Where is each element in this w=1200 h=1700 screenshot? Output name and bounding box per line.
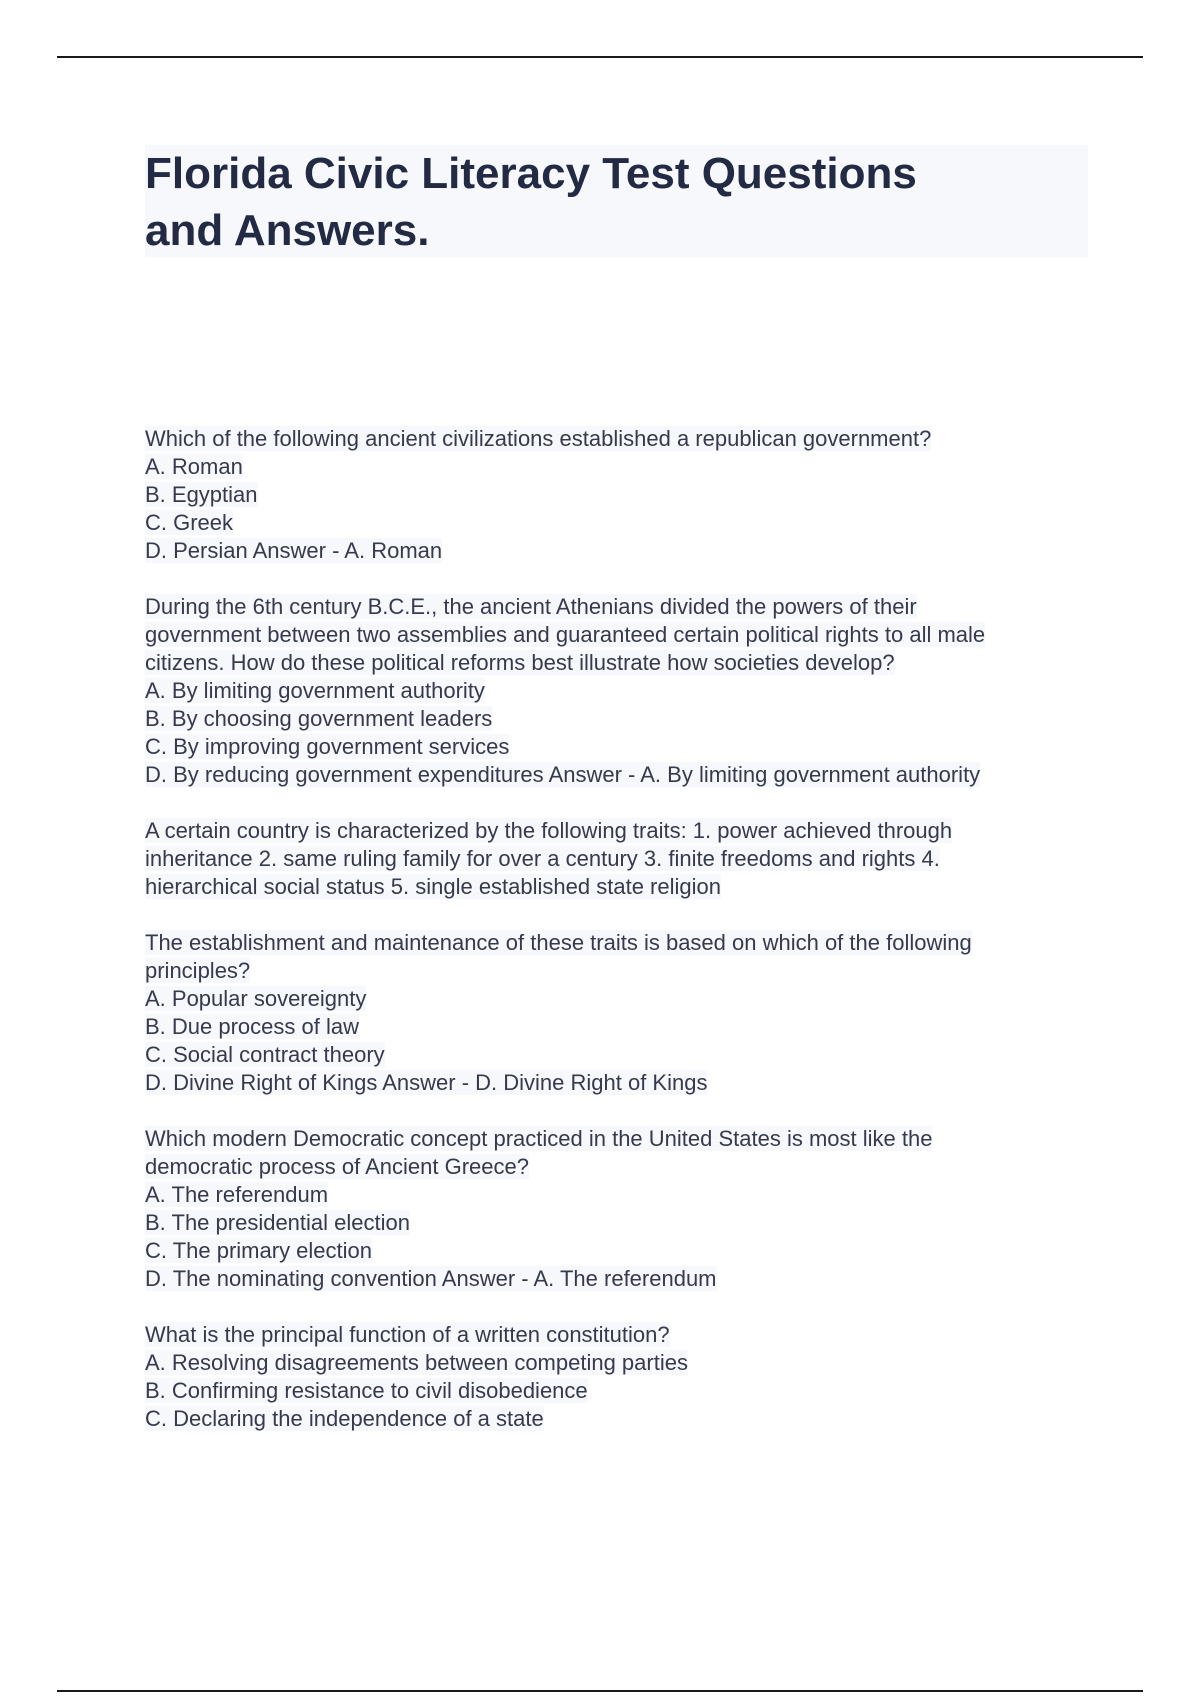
text-line: B. Due process of law (145, 1014, 359, 1039)
footer-rule (57, 1690, 1143, 1692)
text-line: C. Greek (145, 510, 234, 535)
text-line: D. The nominating convention Answer - A. The referendum (145, 1266, 717, 1291)
text-line: A. By limiting government authority (145, 678, 485, 703)
page-title: Florida Civic Literacy Test Questions and Answers. (145, 149, 917, 255)
text-line: C. Social contract theory (145, 1042, 385, 1067)
header-rule (57, 56, 1143, 58)
text-line: hierarchical social status 5. single established state religion (145, 874, 721, 899)
text-line: During the 6th century B.C.E., the ancient Athenians divided the powers of their (145, 594, 917, 619)
text-line: The establishment and maintenance of these traits is based on which of the following (145, 930, 972, 955)
text-line: C. Declaring the independence of a state (145, 1406, 544, 1431)
text-line: B. Confirming resistance to civil disobedience (145, 1378, 588, 1403)
text-line: B. By choosing government leaders (145, 706, 493, 731)
text-line: citizens. How do these political reforms best illustrate how societies develop? (145, 650, 895, 675)
text-line: A. Roman (145, 454, 243, 479)
text-line: A. The referendum (145, 1182, 329, 1207)
text-line: A. Resolving disagreements between competing parties (145, 1350, 688, 1375)
text-line: B. Egyptian (145, 482, 258, 507)
text-line: A. Popular sovereignty (145, 986, 367, 1011)
text-line: democratic process of Ancient Greece? (145, 1154, 529, 1179)
text-line: inheritance 2. same ruling family for over a century 3. finite freedoms and rights 4. (145, 846, 940, 871)
question-paragraph (145, 1321, 1088, 1433)
text-line: C. The primary election (145, 1238, 373, 1263)
text-line: A certain country is characterized by the following traits: 1. power achieved through (145, 818, 953, 843)
title-block (145, 145, 1088, 257)
text-line: B. The presidential election (145, 1210, 410, 1235)
question-paragraph (145, 929, 1088, 1097)
text-line: D. Divine Right of Kings Answer - D. Divine Right of Kings (145, 1070, 708, 1095)
question-paragraph (145, 817, 1088, 901)
text-line: D. By reducing government expenditures Answer - A. By limiting government authority (145, 762, 981, 787)
question-paragraph (145, 593, 1088, 789)
text-line: D. Persian Answer - A. Roman (145, 538, 443, 563)
document-body (145, 425, 1088, 1461)
text-line: What is the principal function of a written constitution? (145, 1322, 670, 1347)
text-line: Which modern Democratic concept practiced in the United States is most like the (145, 1126, 933, 1151)
text-line: principles? (145, 958, 251, 983)
question-paragraph (145, 1125, 1088, 1293)
text-line: government between two assemblies and guaranteed certain political rights to all male (145, 622, 986, 647)
question-paragraph (145, 425, 1088, 565)
text-line: C. By improving government services (145, 734, 510, 759)
text-line: Which of the following ancient civilizations established a republican government? (145, 426, 932, 451)
